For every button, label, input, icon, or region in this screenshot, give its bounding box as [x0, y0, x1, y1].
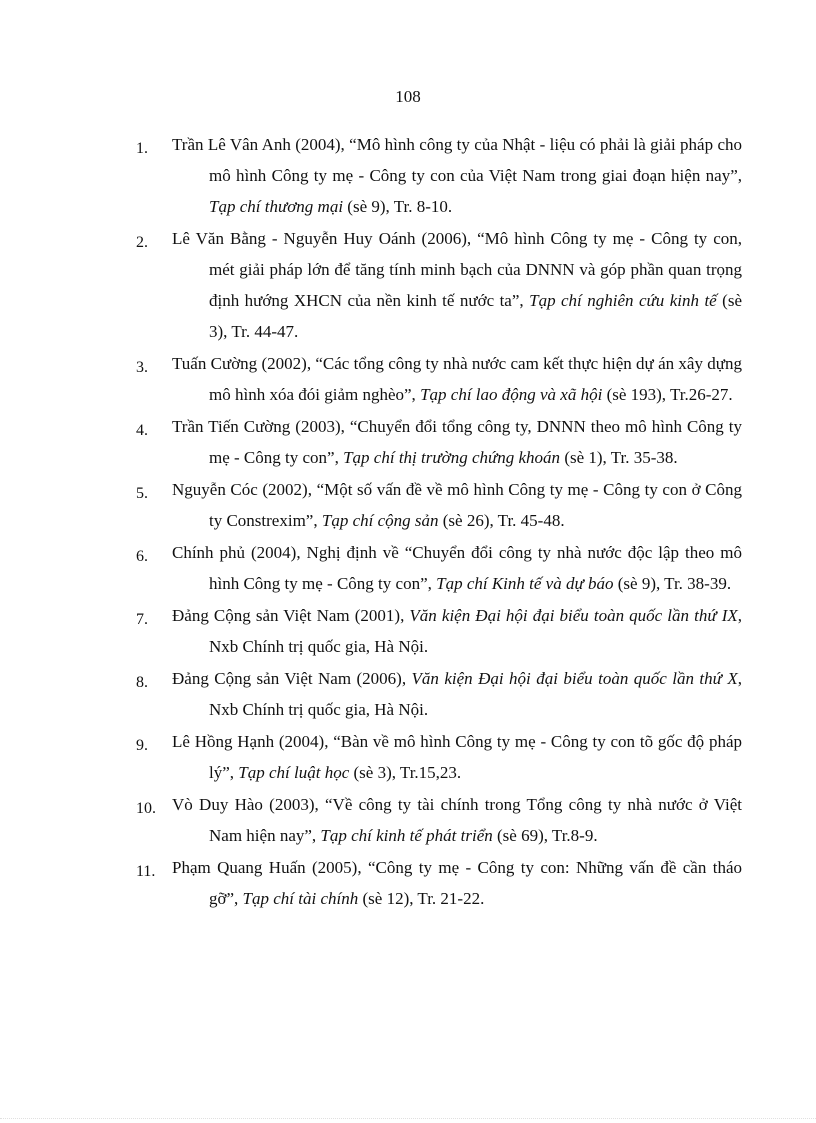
- page-number: 108: [395, 87, 421, 106]
- reference-text: Lê Hồng Hạnh (2004), “Bàn về mô hình Công ty mẹ - Công ty con tõ gốc độ pháp lý”, Tạp chí luật học (sè 3), Tr.15,23.: [172, 732, 742, 782]
- reference-number: 2.: [136, 234, 148, 251]
- reference-number: 10.: [136, 800, 156, 817]
- reference-item-5: [130, 474, 742, 536]
- reference-text: Nguyễn Cóc (2002), “Một số vấn đề về mô hình Công ty mẹ - Công ty con ở Công ty Constrexim”, Tạp chí cộng sản (sè 26), Tr. 45-48.: [172, 480, 742, 530]
- reference-text: Chính phủ (2004), Nghị định về “Chuyển đổi công ty nhà nước độc lập theo mô hình Công ty mẹ - Công ty con”, Tạp chí Kinh tế và dự báo (sè 9), Tr. 38-39.: [172, 543, 742, 593]
- reference-number: 9.: [136, 737, 148, 754]
- reference-number: 3.: [136, 359, 148, 376]
- journal-title: Tạp chí thương mại: [209, 197, 344, 216]
- journal-title: Tạp chí nghiên cứu kinh tế: [529, 291, 717, 310]
- reference-number: 8.: [136, 674, 148, 691]
- journal-title: Tạp chí thị trường chứng khoán: [343, 448, 561, 467]
- reference-number: 7.: [136, 611, 148, 628]
- reference-number: 5.: [136, 485, 148, 502]
- journal-title: Tạp chí luật học: [238, 763, 350, 782]
- reference-item-6: [130, 537, 742, 599]
- reference-item-1: [130, 129, 742, 222]
- journal-title: Tạp chí kinh tế phát triển: [320, 826, 493, 845]
- reference-item-10: [130, 789, 742, 851]
- journal-title: Tạp chí lao động và xã hội: [420, 385, 603, 404]
- reference-text: Lê Văn Bằng - Nguyễn Huy Oánh (2006), “Mô hình Công ty mẹ - Công ty con, mét giải pháp lớn để tăng tính minh bạch của DNNN và góp phần quan trọng định hướng XHCN của nền kinh tế nước ta”, Tạp chí nghiên cứu kinh tế (sè 3), Tr. 44-47.: [172, 229, 742, 341]
- book-title: Văn kiện Đại hội đại biểu toàn quốc lần thứ IX: [409, 606, 738, 625]
- reference-item-7: [130, 600, 742, 662]
- reference-item-9: [130, 726, 742, 788]
- reference-item-8: [130, 663, 742, 725]
- reference-number: 6.: [136, 548, 148, 565]
- journal-title: Tạp chí tài chính: [242, 889, 359, 908]
- reference-item-2: [130, 223, 742, 347]
- reference-number: 4.: [136, 422, 148, 439]
- reference-item-3: [130, 348, 742, 410]
- reference-text: Đảng Cộng sản Việt Nam (2001), Văn kiện Đại hội đại biểu toàn quốc lần thứ IX, Nxb Chính trị quốc gia, Hà Nội.: [172, 606, 742, 656]
- reference-text: Trần Lê Vân Anh (2004), “Mô hình công ty của Nhật - liệu có phải là giải pháp cho mô hình Công ty mẹ - Công ty con của Việt Nam trong giai đoạn hiện nay”, Tạp chí thương mại (sè 9), Tr. 8-10.: [172, 135, 742, 216]
- reference-list: [130, 129, 742, 915]
- page-bottom-divider: [0, 1118, 816, 1119]
- reference-text: Tuấn Cường (2002), “Các tổng công ty nhà nước cam kết thực hiện dự án xây dựng mô hình xóa đói giảm nghèo”, Tạp chí lao động và xã hội (sè 193), Tr.26-27.: [172, 354, 742, 404]
- reference-number: 11.: [136, 863, 156, 880]
- reference-item-11: [130, 852, 742, 914]
- journal-title: Tạp chí cộng sản: [321, 511, 439, 530]
- reference-item-4: [130, 411, 742, 473]
- reference-text: Vò Duy Hào (2003), “Về công ty tài chính trong Tổng công ty nhà nước ở Việt Nam hiện nay”, Tạp chí kinh tế phát triển (sè 69), Tr.8-9.: [172, 795, 742, 845]
- reference-text: Đảng Cộng sản Việt Nam (2006), Văn kiện Đại hội đại biểu toàn quốc lần thứ X, Nxb Chính trị quốc gia, Hà Nội.: [172, 669, 742, 719]
- journal-title: Tạp chí Kinh tế và dự báo: [436, 574, 614, 593]
- reference-text: Trần Tiến Cường (2003), “Chuyển đổi tổng công ty, DNNN theo mô hình Công ty mẹ - Công ty con”, Tạp chí thị trường chứng khoán (sè 1), Tr. 35-38.: [172, 417, 742, 467]
- book-title: Văn kiện Đại hội đại biểu toàn quốc lần thứ X: [411, 669, 738, 688]
- reference-number: 1.: [136, 140, 148, 157]
- reference-text: Phạm Quang Huấn (2005), “Công ty mẹ - Công ty con: Những vấn đề cần tháo gỡ”, Tạp chí tài chính (sè 12), Tr. 21-22.: [172, 858, 742, 908]
